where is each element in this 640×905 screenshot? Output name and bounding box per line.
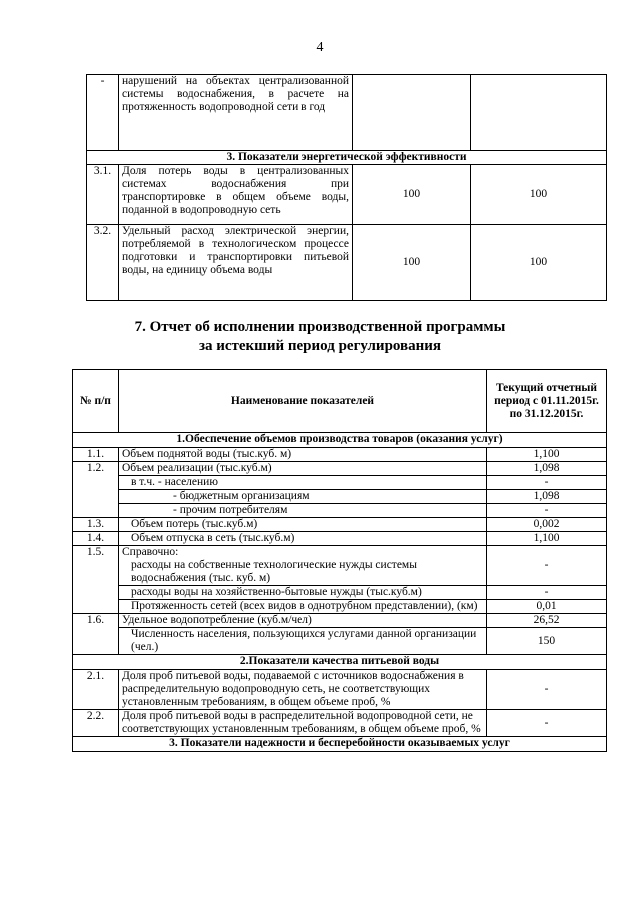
- section-title: 1.Обеспечение объемов производства товаров (оказания услуг): [73, 433, 607, 448]
- value-cell: -: [487, 586, 607, 600]
- indicator-name: Объем потерь (тыс.куб.м): [119, 518, 487, 532]
- row-number: 3.2.: [87, 225, 119, 301]
- indicator-name: Доля потерь воды в централизованных системах водоснабжения при транспортировке в общем объеме воды, поданной в водопроводную сеть: [119, 165, 353, 225]
- row-number: 1.5.: [73, 546, 119, 614]
- value-cell: 26,52: [487, 614, 607, 628]
- value-cell: -: [487, 546, 607, 586]
- value-cell: 150: [487, 628, 607, 655]
- section-row: [73, 655, 607, 670]
- row-number: 1.2.: [73, 462, 119, 518]
- table-row: [87, 165, 607, 225]
- value-cell: 100: [471, 165, 607, 225]
- table-row: [73, 448, 607, 462]
- indicator-name: в т.ч. - населению: [119, 476, 487, 490]
- table-row: [73, 710, 607, 737]
- table-row: [73, 546, 607, 586]
- value-cell: -: [487, 504, 607, 518]
- header-number: № п/п: [73, 370, 119, 433]
- table-row: [73, 600, 607, 614]
- value-cell: 1,098: [487, 490, 607, 504]
- row-number: 2.1.: [73, 670, 119, 710]
- value-cell: 0,002: [487, 518, 607, 532]
- section-title: 3. Показатели энергетической эффективности: [87, 151, 607, 165]
- value-cell: 1,098: [487, 462, 607, 476]
- table-row: [73, 490, 607, 504]
- header-name: Наименование показателей: [119, 370, 487, 433]
- section-row: [87, 151, 607, 165]
- report-title-line1: 7. Отчет об исполнении производственной программы: [134, 319, 506, 335]
- section-title: 2.Показатели качества питьевой воды: [73, 655, 607, 670]
- section-row: [73, 433, 607, 448]
- report-title-line2: за истекший период регулирования: [198, 338, 442, 354]
- table-row: [73, 614, 607, 628]
- indicator-name: - бюджетным организациям: [119, 490, 487, 504]
- value-cell: 0,01: [487, 600, 607, 614]
- reference-label: Справочно:: [122, 546, 179, 558]
- value-cell: [471, 75, 607, 151]
- value-cell: -: [487, 710, 607, 737]
- value-cell: 1,100: [487, 448, 607, 462]
- row-number: 1.3.: [73, 518, 119, 532]
- row-number: 1.6.: [73, 614, 119, 655]
- value-cell: [353, 75, 471, 151]
- value-cell: 100: [353, 225, 471, 301]
- table-row: [73, 476, 607, 490]
- indicator-name: Доля проб питьевой воды в распределительной водопроводной сети, не соответствующих установленным требованиям, в общем объеме проб, %: [119, 710, 487, 737]
- indicator-name: Объем отпуска в сеть (тыс.куб.м): [119, 532, 487, 546]
- indicators-table: [86, 74, 607, 301]
- indicator-name: - прочим потребителям: [119, 504, 487, 518]
- indicator-name: Доля проб питьевой воды, подаваемой с источников водоснабжения в распределительную водопроводную сеть, не соответствующих установленным требованиям, в общем объеме проб, %: [119, 670, 487, 710]
- section-row: [73, 737, 607, 752]
- row-number: 2.2.: [73, 710, 119, 737]
- indicator-name: Объем реализации (тыс.куб.м): [119, 462, 487, 476]
- row-number: -: [87, 75, 119, 151]
- row-number: 1.4.: [73, 532, 119, 546]
- value-cell: 100: [353, 165, 471, 225]
- value-cell: 1,100: [487, 532, 607, 546]
- value-cell: 100: [471, 225, 607, 301]
- row-number: 1.1.: [73, 448, 119, 462]
- value-cell: -: [487, 670, 607, 710]
- table-row: [73, 628, 607, 655]
- section-title: 3. Показатели надежности и бесперебойности оказываемых услуг: [73, 737, 607, 752]
- value-cell: -: [487, 476, 607, 490]
- table-row: [73, 586, 607, 600]
- indicator-name: Численность населения, пользующихся услугами данной организации (чел.): [119, 628, 487, 655]
- header-row: [73, 370, 607, 433]
- table-row: [87, 75, 607, 151]
- table-row: [73, 518, 607, 532]
- table-row: [73, 504, 607, 518]
- indicator-name: Удельное водопотребление (куб.м/чел): [119, 614, 487, 628]
- indicator-text: расходы на собственные технологические нужды системы водоснабжения (тыс. куб. м): [131, 559, 417, 584]
- indicator-name: нарушений на объектах централизованной системы водоснабжения, в расчете на протяженность водопроводной сети в год: [119, 75, 353, 151]
- indicator-name: [119, 546, 487, 586]
- row-number: 3.1.: [87, 165, 119, 225]
- indicator-name: Объем поднятой воды (тыс.куб. м): [119, 448, 487, 462]
- table-row: [73, 670, 607, 710]
- indicator-name: Протяженность сетей (всех видов в однотрубном представлении), (км): [119, 600, 487, 614]
- indicator-name: Удельный расход электрической энергии, потребляемой в технологическом процессе подготовки и транспортировки питьевой воды, на единицу объема воды: [119, 225, 353, 301]
- page-number: 4: [316, 40, 324, 55]
- table-row: [73, 462, 607, 476]
- production-report-table: [72, 369, 607, 752]
- table-row: [73, 532, 607, 546]
- indicator-name: расходы воды на хозяйственно-бытовые нужды (тыс.куб.м): [119, 586, 487, 600]
- header-current-period: Текущий отчетный период с 01.11.2015г. по 31.12.2015г.: [487, 370, 607, 433]
- table-row: [87, 225, 607, 301]
